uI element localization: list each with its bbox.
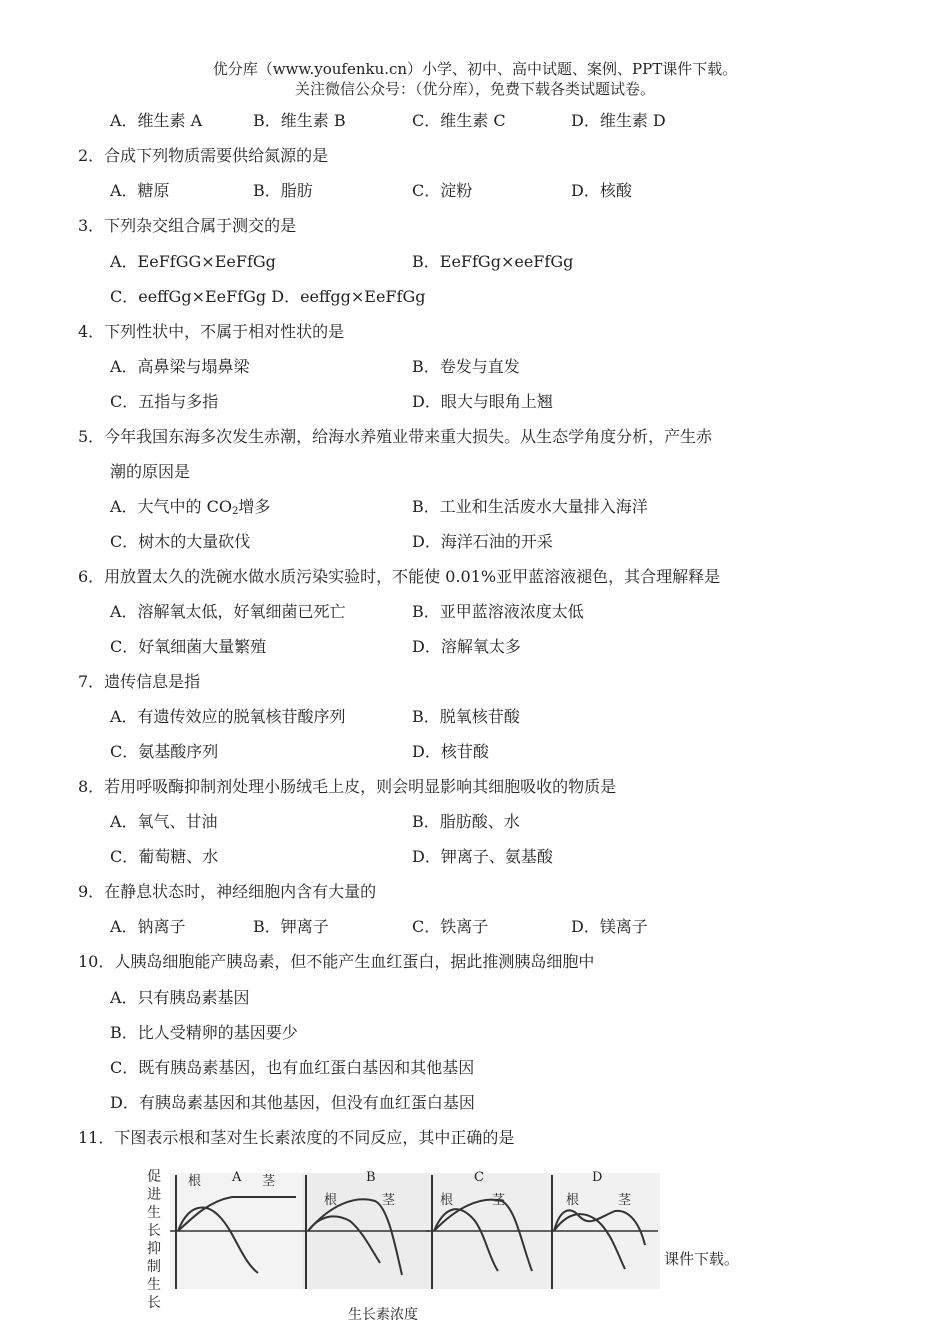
q7-option-d: D．核苷酸	[412, 742, 489, 761]
q9-option-c: C．铁离子	[412, 917, 489, 936]
q2-option-d: D．核酸	[571, 181, 632, 200]
panel-a-root-label: 根	[188, 1174, 202, 1189]
q5-option-d: D．海洋石油的开采	[412, 532, 553, 551]
q10-option-d: D．有胰岛素基因和其他基因，但没有血红蛋白基因	[110, 1093, 475, 1112]
q7-option-c: C．氨基酸序列	[110, 742, 219, 761]
panel-c-stem-label: 茎	[492, 1193, 506, 1208]
q8-option-c: C．葡萄糖、水	[110, 847, 219, 866]
q5-stem: 5．今年我国东海多次发生赤潮，给海水养殖业带来重大损失。从生态学角度分析，产生赤	[78, 427, 713, 446]
panel-d-root-label: 根	[566, 1193, 580, 1208]
q11-stem: 11．下图表示根和茎对生长素浓度的不同反应，其中正确的是	[78, 1128, 515, 1147]
q5-option-a: A．大气中的 $CO_2$增多	[110, 497, 271, 517]
q1-option-a: A．维生素 A	[110, 111, 203, 130]
overlapping-footer-text: 课件下载。	[664, 1250, 740, 1268]
q10-stem: 10．人胰岛细胞能产胰岛素，但不能产生血红蛋白，据此推测胰岛细胞中	[78, 952, 595, 971]
q6-option-c: C．好氧细菌大量繁殖	[110, 637, 267, 656]
q8-option-a: A．氧气、甘油	[110, 812, 218, 831]
panel-a-stem-label: 茎	[262, 1174, 276, 1189]
q7-stem: 7．遗传信息是指	[78, 672, 201, 691]
q9-option-b: B．钾离子	[253, 917, 329, 936]
q1-option-c: C．维生素 C	[412, 111, 506, 130]
q4-stem: 4．下列性状中，不属于相对性状的是	[78, 322, 345, 341]
panel-b-stem-label: 茎	[382, 1193, 396, 1208]
q4-option-d: D．眼大与眼角上翘	[412, 392, 553, 411]
q5-stem-continued: 潮的原因是	[110, 462, 191, 481]
q6-stem: 6．用放置太久的洗碗水做水质污染实验时，不能使 0.01%亚甲蓝溶液褪色，其合理解释是	[78, 567, 721, 586]
growth-response-figure	[140, 1165, 660, 1295]
q7-option-b: B．脱氧核苷酸	[412, 707, 520, 726]
q6-option-b: B．亚甲蓝溶液浓度太低	[412, 602, 584, 621]
q2-option-c: C．淀粉	[412, 181, 473, 200]
q2-option-b: B．脂肪	[253, 181, 313, 200]
panel-a-letter: A	[232, 1170, 242, 1185]
panel-b-letter: B	[366, 1170, 376, 1185]
q4-option-b: B．卷发与直发	[412, 357, 520, 376]
q10-option-a: A．只有胰岛素基因	[110, 988, 250, 1007]
panel-c-letter: C	[474, 1170, 484, 1185]
q9-stem: 9．在静息状态时，神经细胞内含有大量的	[78, 882, 377, 901]
q8-stem: 8．若用呼吸酶抑制剂处理小肠绒毛上皮，则会明显影响其细胞吸收的物质是	[78, 777, 617, 796]
q8-option-d: D．钾离子、氨基酸	[412, 847, 553, 866]
q9-option-a: A．钠离子	[110, 917, 186, 936]
q1-option-b: B．维生素 B	[253, 111, 346, 130]
q6-option-d: D．溶解氧太多	[412, 637, 521, 656]
q2-option-a: A．糖原	[110, 181, 170, 200]
q7-option-a: A．有遗传效应的脱氧核苷酸序列	[110, 707, 346, 726]
q5-option-c: C．树木的大量砍伐	[110, 532, 251, 551]
figure-x-axis-label: 生长素浓度	[348, 1307, 418, 1323]
q5-option-b: B．工业和生活废水大量排入海洋	[412, 497, 648, 516]
q4-option-a: A．高鼻梁与塌鼻梁	[110, 357, 250, 376]
q6-option-a: A．溶解氧太低，好氧细菌已死亡	[110, 602, 346, 621]
q1-option-d: D．维生素 D	[571, 111, 666, 130]
panel-c-root-label: 根	[440, 1193, 454, 1208]
q10-option-b: B．比人受精卵的基因要少	[110, 1023, 298, 1042]
header-line-2: 关注微信公众号：（优分库），免费下载各类试题试卷。	[294, 80, 655, 98]
q3-stem: 3．下列杂交组合属于测交的是	[78, 216, 297, 235]
panel-b-root-label: 根	[324, 1193, 338, 1208]
q4-option-c: C．五指与多指	[110, 392, 219, 411]
q3-option-b: B．EeFfGg×eeFfGg	[412, 252, 574, 271]
q2-stem: 2．合成下列物质需要供给氮源的是	[78, 146, 329, 165]
panel-d-letter: D	[592, 1170, 603, 1185]
q3-option-a: A．EeFfGG×EeFfGg	[110, 252, 276, 271]
header-line-1: 优分库（www.youfenku.cn）小学、初中、高中试题、案例、PPT课件下载。	[212, 60, 738, 78]
figure-y-axis-label: 促进生长抑制生长	[147, 1169, 161, 1311]
q3-option-cd: C．eeffGg×EeFfGg D．eeffgg×EeFfGg	[110, 287, 426, 306]
q8-option-b: B．脂肪酸、水	[412, 812, 520, 831]
q10-option-c: C．既有胰岛素基因，也有血红蛋白基因和其他基因	[110, 1058, 475, 1077]
q9-option-d: D．镁离子	[571, 917, 648, 936]
panel-d-stem-label: 茎	[618, 1193, 632, 1208]
